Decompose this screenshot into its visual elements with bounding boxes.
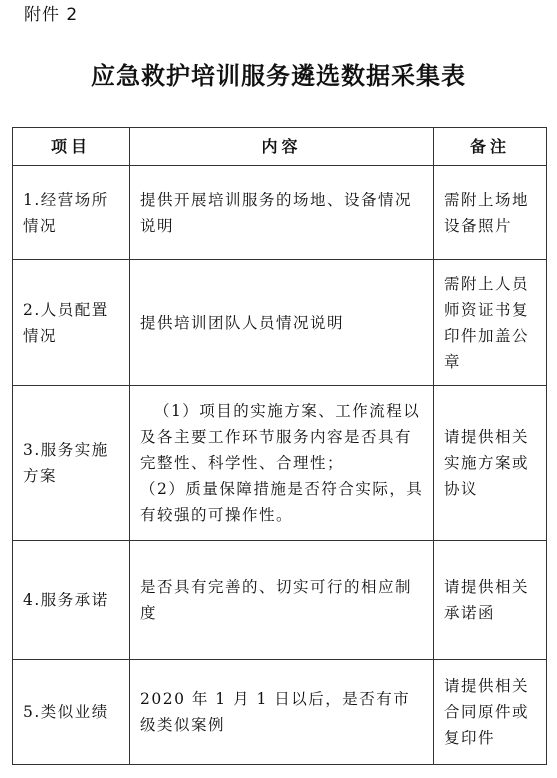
content-cell (130, 166, 434, 260)
table-row (13, 541, 547, 660)
item-cell: 4.服务承诺 (13, 541, 130, 660)
note-cell: 请提供相关实施方案或协议 (434, 386, 547, 541)
content-text: 是否具有完善的、切实可行的相应制度 (140, 578, 413, 622)
content-text: （2）质量保障措施是否符合实际，具有较强的可操作性。 (140, 480, 424, 524)
content-text: （1）项目的实施方案、工作流程以及各主要工作环节服务内容是否具有完整性、科学性、合理性； (140, 402, 421, 472)
content-cell (130, 541, 434, 660)
column-header-content: 内容 (130, 128, 434, 166)
data-collection-table (12, 127, 547, 765)
note-cell: 请提供相关合同原件或复印件 (434, 660, 547, 765)
item-cell: 3.服务实施方案 (13, 386, 130, 541)
item-cell: 5.类似业绩 (13, 660, 130, 765)
item-cell: 2.人员配置情况 (13, 260, 130, 386)
column-header-note: 备注 (434, 128, 547, 166)
attachment-label: 附件 2 (24, 5, 79, 25)
table-row (13, 260, 547, 386)
page-title: 应急救护培训服务遴选数据采集表 (91, 62, 466, 90)
note-cell: 需附上场地设备照片 (434, 166, 547, 260)
content-cell (130, 386, 434, 541)
content-cell (130, 660, 434, 765)
table-row (13, 166, 547, 260)
table-header-row (13, 128, 547, 166)
content-cell (130, 260, 434, 386)
note-cell: 需附上人员师资证书复印件加盖公章 (434, 260, 547, 386)
content-text: 2020 年 1 月 1 日以后，是否有市级类似案例 (140, 690, 411, 734)
item-cell: 1.经营场所情况 (13, 166, 130, 260)
table-row (13, 386, 547, 541)
note-cell: 请提供相关承诺函 (434, 541, 547, 660)
table-row (13, 660, 547, 765)
column-header-item: 项目 (13, 128, 130, 166)
content-text: 提供开展培训服务的场地、设备情况说明 (140, 190, 413, 235)
content-text: 提供培训团队人员情况说明 (140, 313, 345, 332)
